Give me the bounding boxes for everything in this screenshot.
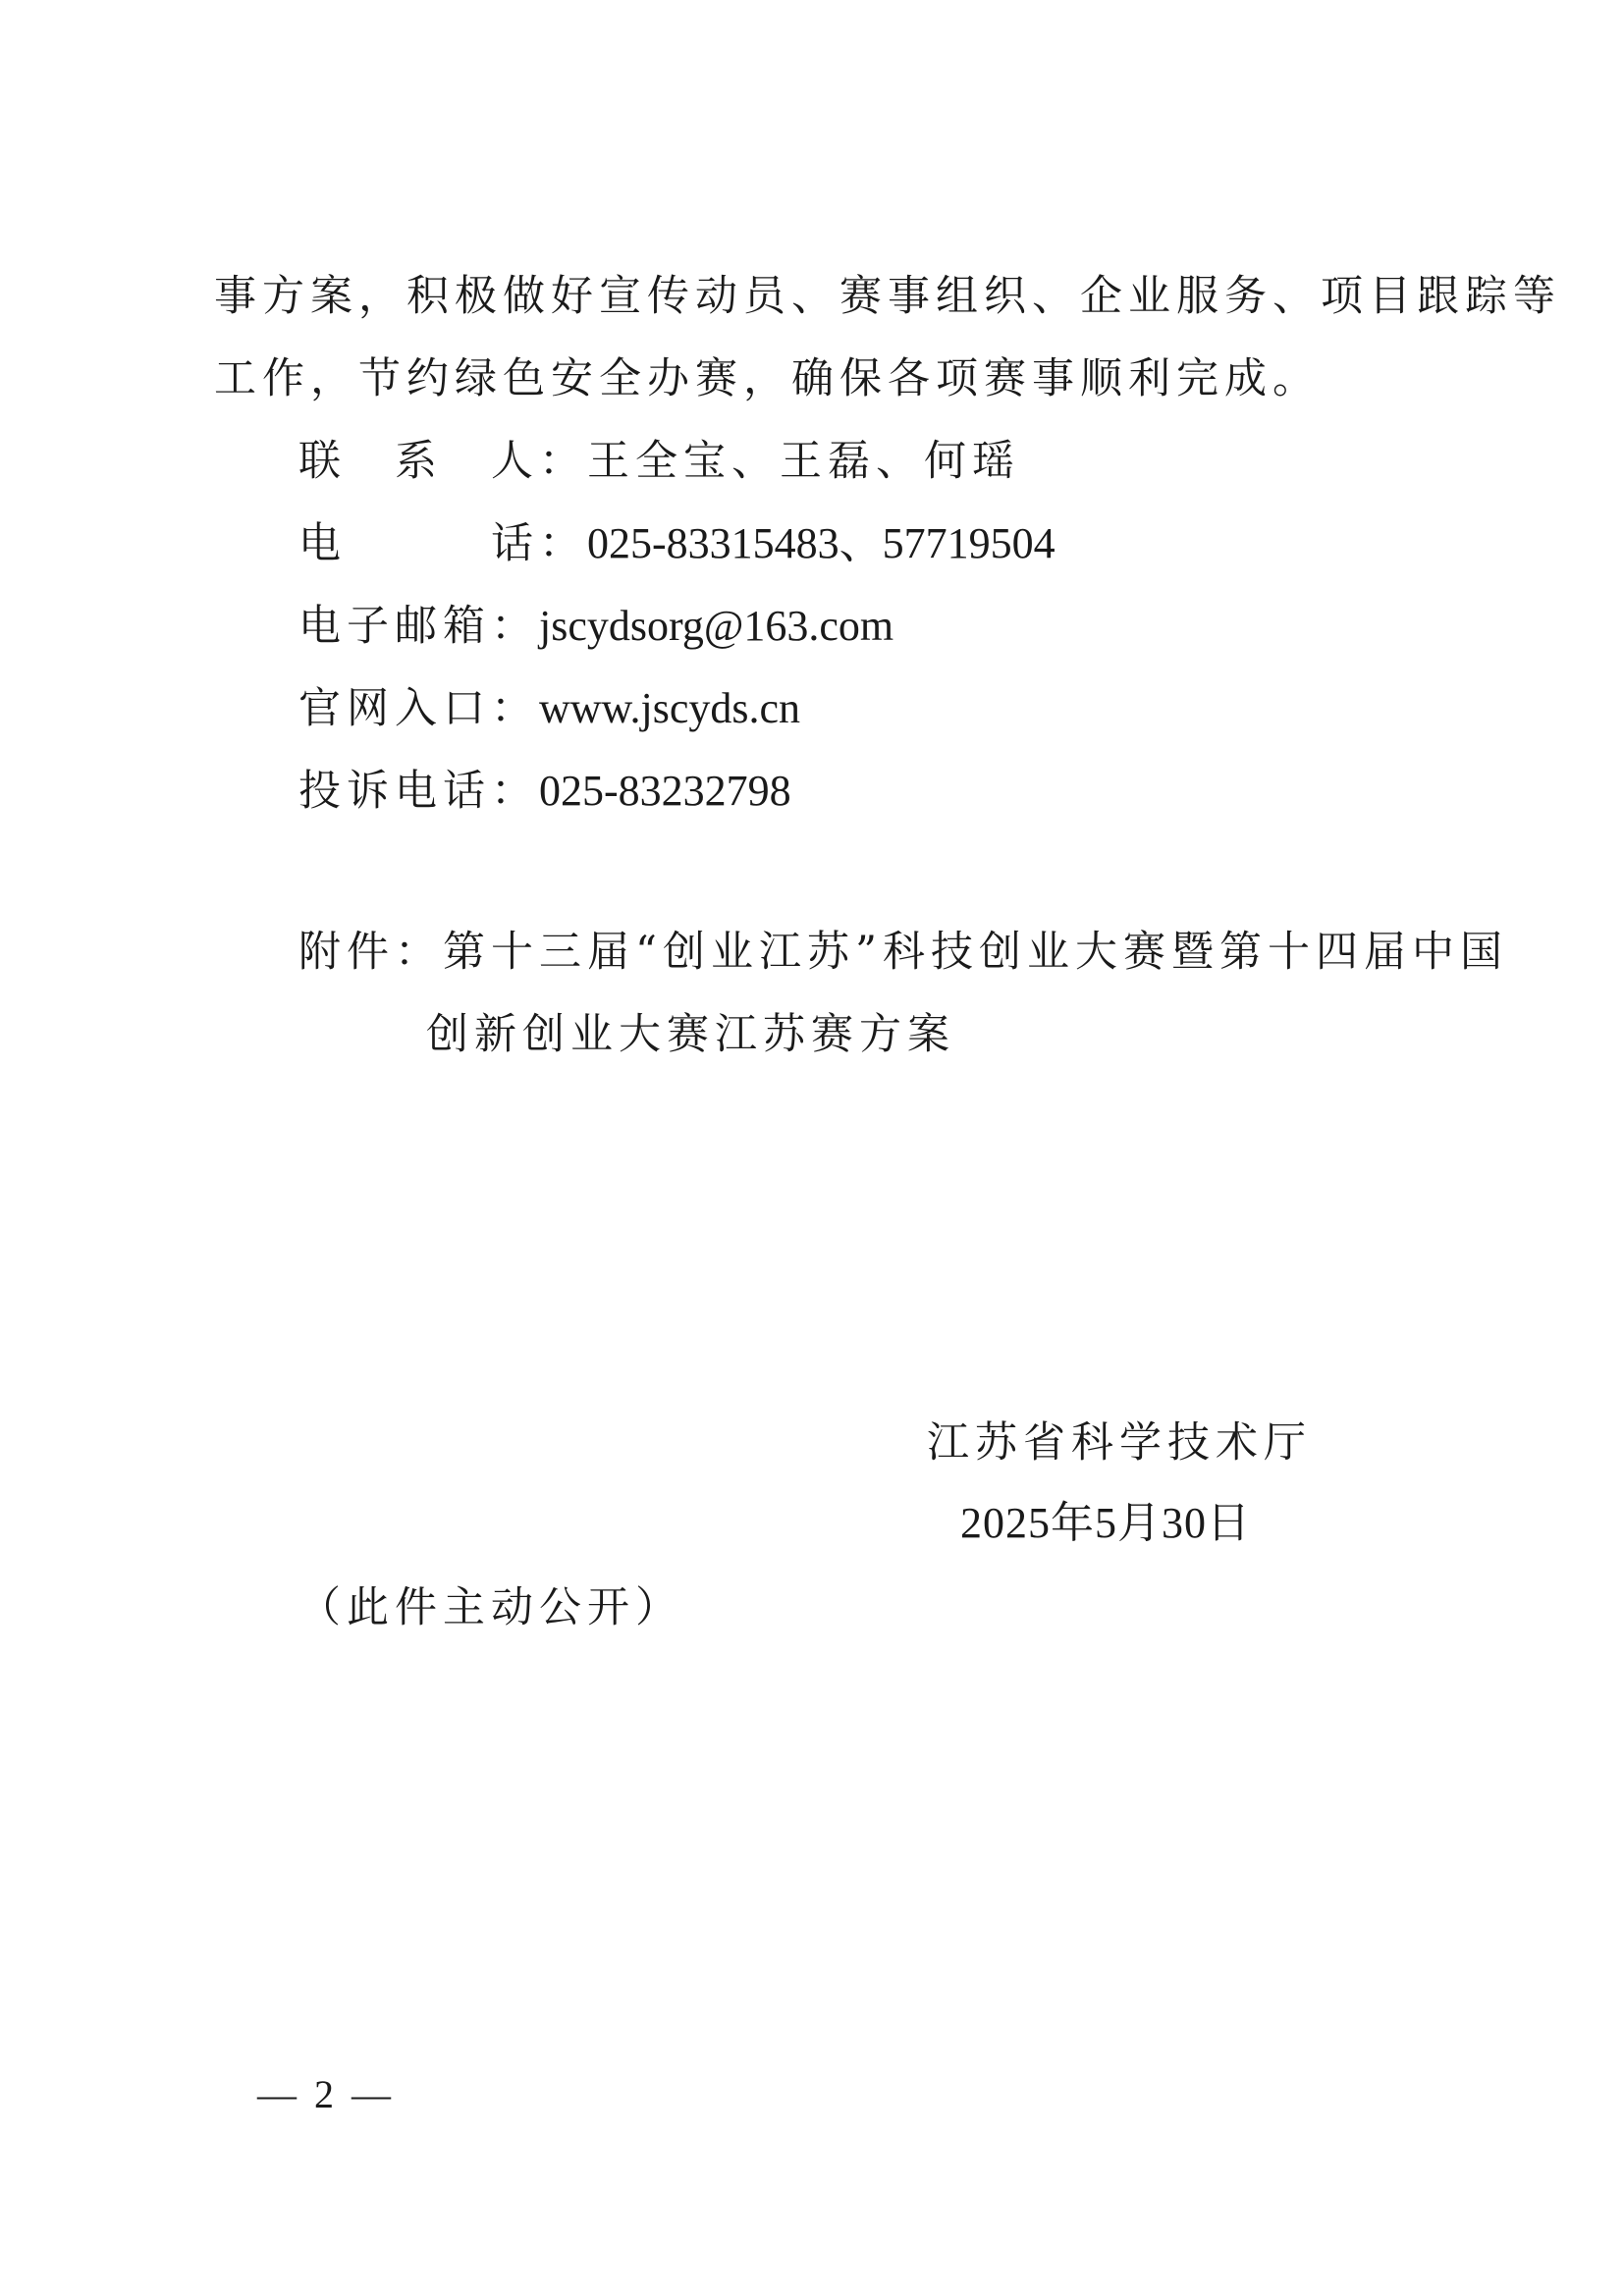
disclosure-note: （此件主动公开） xyxy=(298,1583,683,1632)
attachment-label: 附件： xyxy=(298,928,443,977)
email-value: jscydsorg@163.com xyxy=(539,602,894,650)
body-paragraph-line-2: 工作，节约绿色安全办赛，确保各项赛事顺利完成。 xyxy=(214,354,1321,403)
contact-person-value: 王全宝、王磊、何瑶 xyxy=(587,437,1020,486)
complaint-phone-label: 投诉电话： xyxy=(298,767,539,816)
contact-person-row xyxy=(298,432,1020,491)
email-row xyxy=(298,597,893,656)
complaint-phone-row xyxy=(298,762,791,821)
phone-label: 电 话： xyxy=(298,519,587,568)
signing-date: 2025年5月30日 xyxy=(960,1499,1251,1547)
page-number: — 2 — xyxy=(257,2072,395,2116)
attachment-title-line-1: 第十三届“创业江苏”科技创业大赛暨第十四届中国 xyxy=(443,928,1508,977)
body-paragraph-line-1: 事方案，积极做好宣传动员、赛事组织、企业服务、项目跟踪等 xyxy=(214,272,1561,321)
phone-value: 025-83315483、57719504 xyxy=(587,519,1056,567)
attachment-title-line-2: 创新创业大赛江苏赛方案 xyxy=(426,1010,955,1059)
phone-row xyxy=(298,514,1056,573)
email-label: 电子邮箱： xyxy=(298,602,539,651)
website-value: www.jscyds.cn xyxy=(539,684,800,732)
complaint-phone-value: 025-83232798 xyxy=(539,767,791,815)
website-row xyxy=(298,679,800,738)
contact-person-label: 联 系 人： xyxy=(298,437,587,486)
attachment-row xyxy=(298,923,1508,982)
website-label: 官网入口： xyxy=(298,684,539,733)
signing-organization: 江苏省科学技术厅 xyxy=(927,1418,1312,1468)
